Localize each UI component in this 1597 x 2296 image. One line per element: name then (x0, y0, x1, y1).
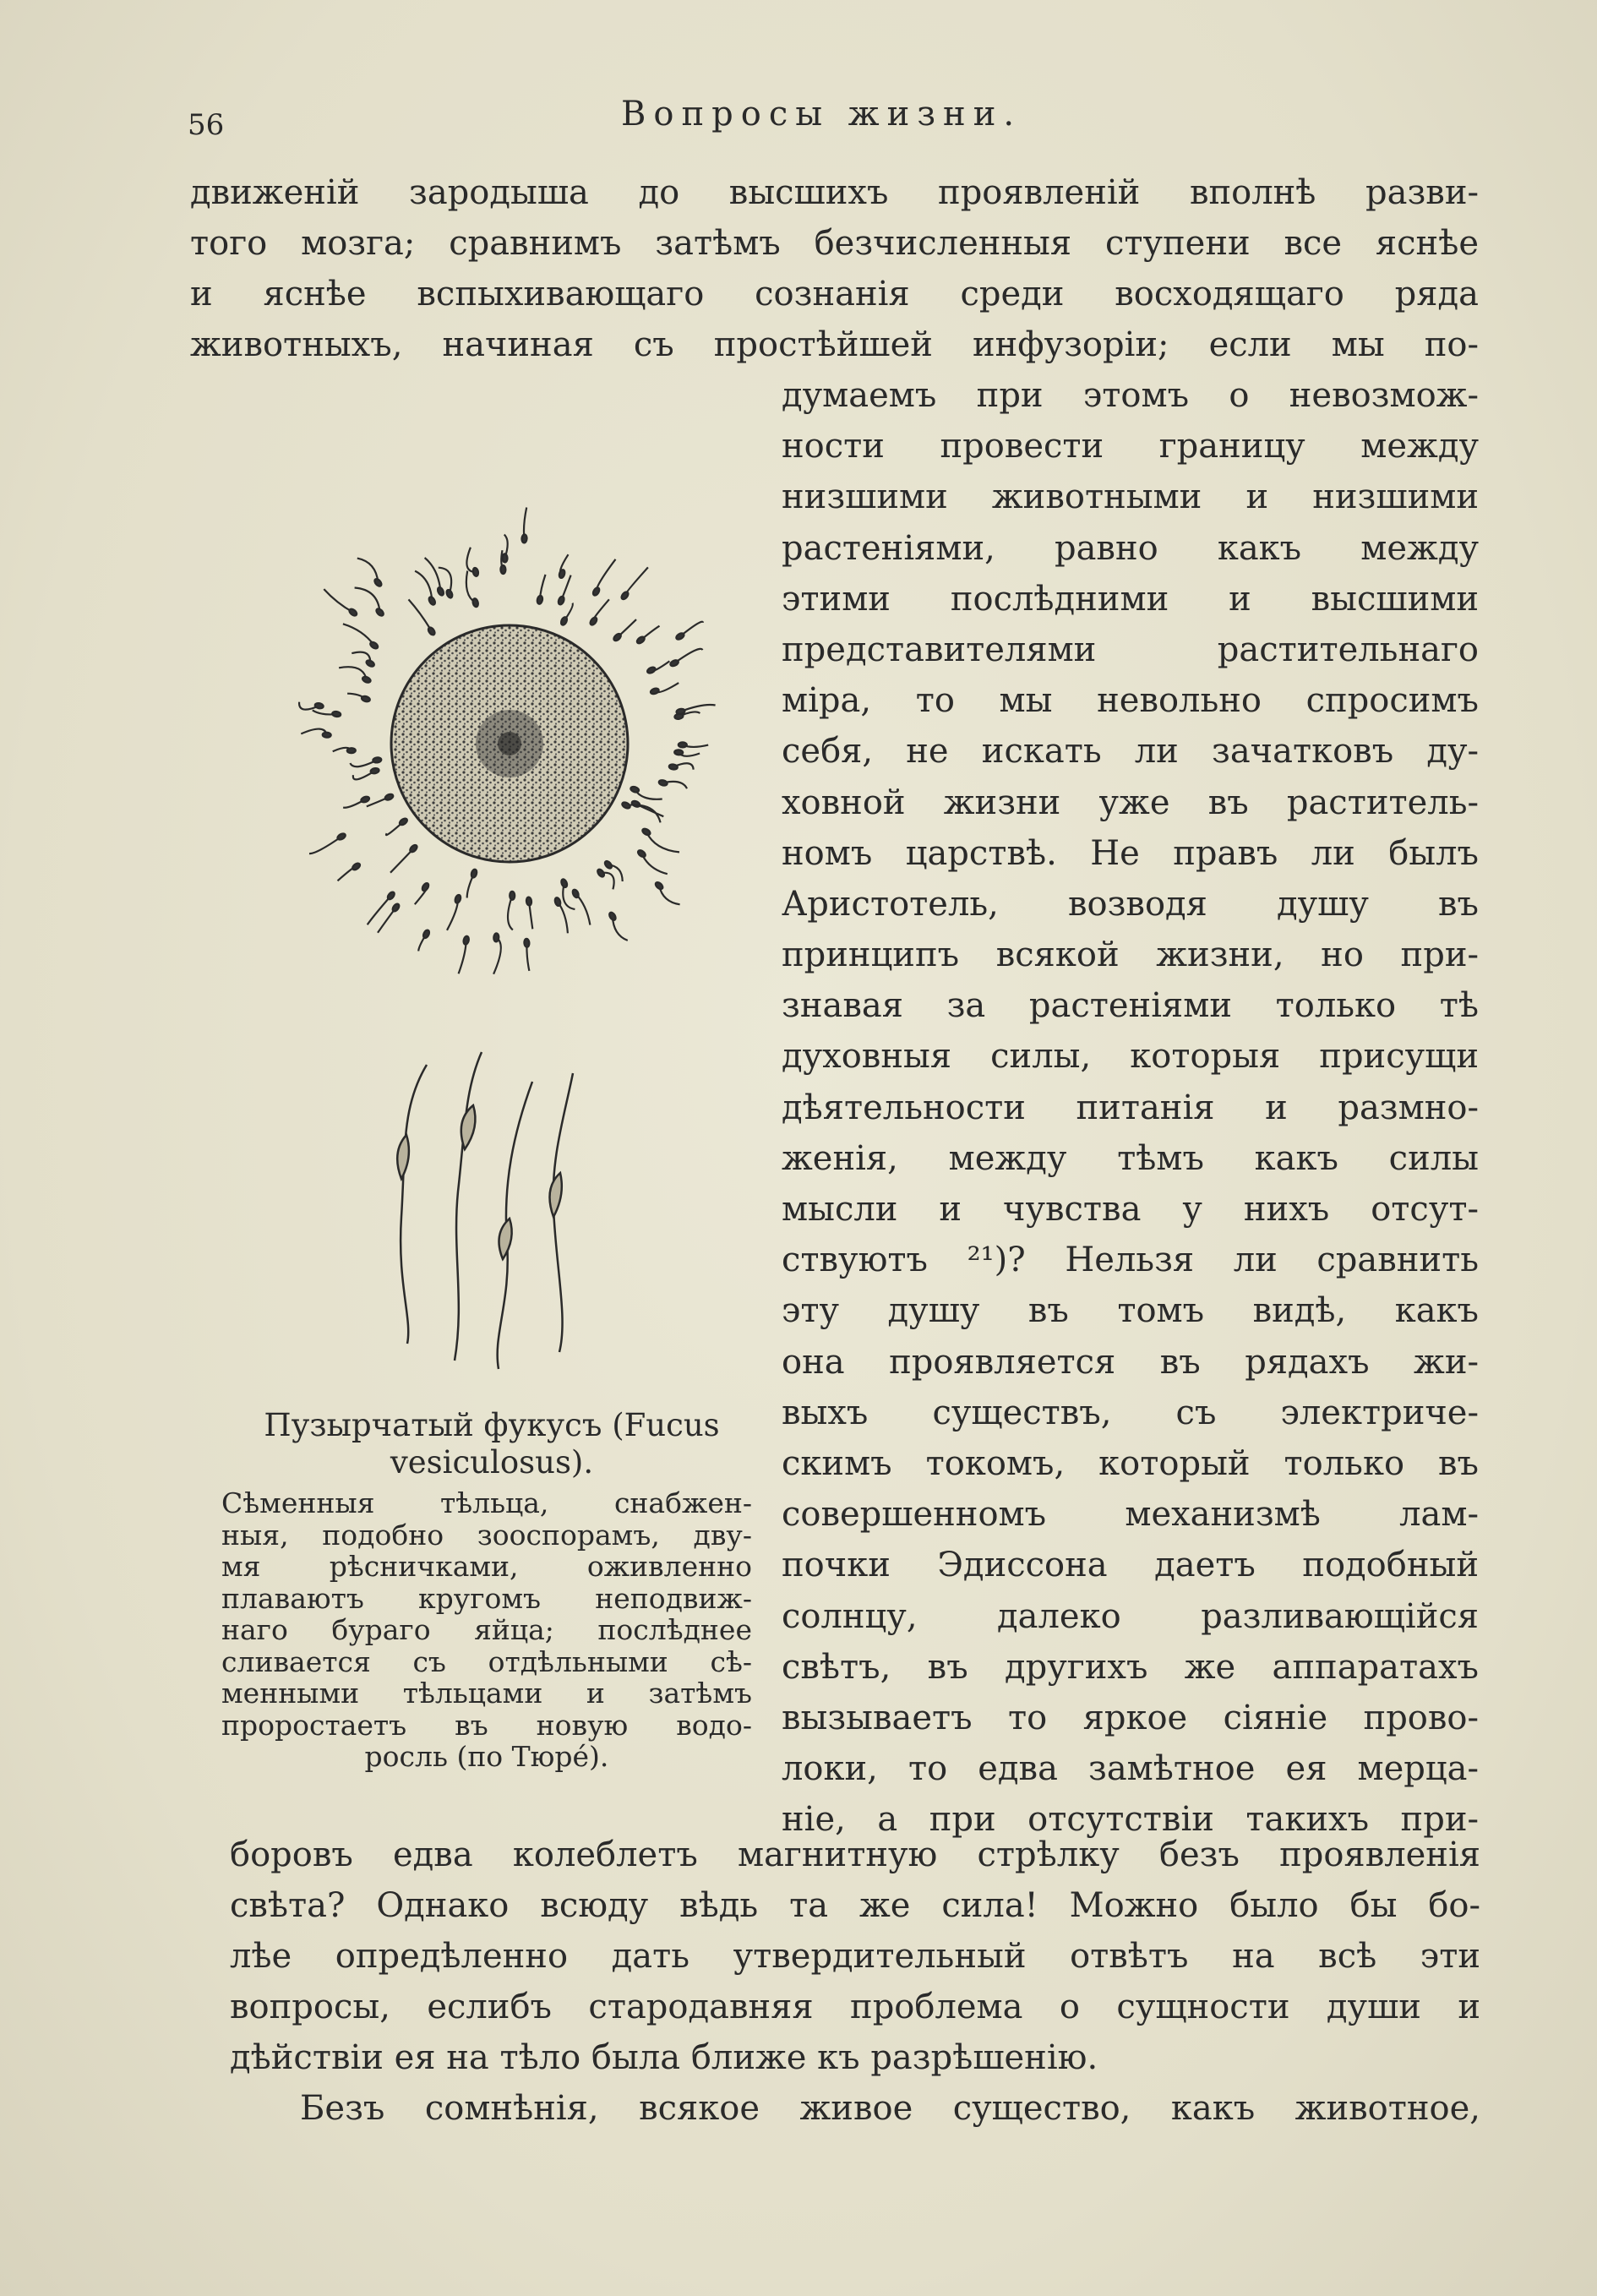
sperm-cell-head (621, 801, 631, 810)
text-line: эту душу въ томъ видѣ, какъ (782, 1291, 1479, 1331)
sperm-cell-head (391, 903, 401, 913)
text-line: женiя, между тѣмъ какъ силы (782, 1138, 1479, 1178)
text-line: и яснѣе вспыхивающаго сознанiя среди восходящаго ряда (190, 275, 1479, 314)
caption-title-line: Пузырчатый фукусъ (Fucus (264, 1407, 720, 1443)
text-line: духовныя силы, которыя присущи (782, 1037, 1479, 1077)
enlarged-sperm-cells (397, 1052, 573, 1369)
sperm-cell-head (654, 881, 663, 891)
text-line: движенiй зародыша до высшихъ проявленiй вполнѣ разви- (190, 173, 1479, 212)
sperm-cell-head (314, 702, 324, 709)
sperm-cell-head (323, 732, 331, 738)
sperm-cell-flagellum (575, 893, 590, 924)
sperm-cell-flagellum (415, 571, 432, 601)
sperm-cell-flagellum (646, 832, 679, 852)
sperm-cell-head (399, 817, 409, 826)
text-line: ховной жизни уже въ раститель- (782, 783, 1479, 822)
sperm-cell-head (674, 750, 683, 755)
text-line: скимъ токомъ, который только въ (782, 1443, 1479, 1483)
sperm-cell-head (362, 676, 372, 684)
sperm-cell-head (348, 608, 358, 617)
sperm-cell-head (384, 793, 395, 800)
text-line: мiра, то мы невольно спросимъ (782, 681, 1479, 721)
sperm-cell-head (675, 632, 685, 641)
text-line: вызываетъ то яркое сiянiе прово- (782, 1698, 1479, 1737)
caption-line: плаваютъ кругомъ неподвиж- (221, 1581, 752, 1615)
sperm-cell-head (370, 767, 379, 774)
bottom-text-block (230, 1830, 1480, 2083)
text-line: Безъ сомнѣнiя, всякое живое существо, какъ животное, (300, 2089, 1480, 2128)
sperm-cell-head (502, 554, 507, 562)
text-line: дѣйствiи ея на тѣло была ближе къ разрѣшенiю. (230, 2038, 1098, 2077)
sperm-cell-flagellum (597, 559, 616, 592)
sperm-cell-head (373, 578, 383, 587)
sperm-cell-head (668, 764, 678, 770)
sperm-cell-head (445, 589, 453, 599)
sperm-cell-head (428, 596, 436, 606)
sperm-cell-head (560, 616, 569, 626)
sperm-cell-head (669, 659, 679, 668)
sperm-cell-flagellum (309, 837, 341, 854)
running-title: Вопросы жизни. (621, 95, 1022, 134)
caption-title-line: vesiculosus). (390, 1444, 594, 1481)
text-line: совершенномъ механизмѣ лам- (782, 1495, 1479, 1535)
caption-line: мя рѣсничками, оживленно (221, 1550, 752, 1583)
sperm-cell-head (559, 569, 566, 578)
text-line: выхъ существъ, съ электриче- (782, 1393, 1479, 1432)
sperm-cell-head (679, 742, 687, 747)
sperm-cell-head (630, 786, 639, 794)
sperm-cell-head (472, 598, 479, 608)
text-line: номъ царствѣ. Не правъ ли былъ (782, 833, 1479, 873)
sperm-cell-head (650, 687, 659, 695)
sperm-cell-head (375, 608, 384, 617)
text-line: свѣта? Однако всюду вѣдь та же сила! Можно было бы бо- (230, 1886, 1480, 1925)
sperm-cell-head (646, 666, 657, 674)
caption-line: менными тѣльцами и затѣмъ (221, 1677, 752, 1710)
sperm-cell-head (658, 779, 668, 786)
sperm-cell-head (558, 596, 565, 605)
text-line: боровъ едва колеблетъ магнитную стрѣлку безъ проявленiя (230, 1835, 1480, 1874)
text-line: принципъ всякой жизни, но при- (782, 935, 1479, 975)
sperm-cell-head (537, 595, 543, 604)
text-line: она проявляется въ рядахъ жи- (782, 1342, 1479, 1382)
sperm-cell-head (409, 843, 418, 853)
text-line: свѣтъ, въ другихъ же аппаратахъ (782, 1647, 1479, 1687)
top-text-block (190, 167, 1479, 370)
text-line: растенiями, равно какъ между (782, 528, 1479, 568)
sperm-cell-head (360, 795, 369, 803)
sperm-cell-head (336, 832, 346, 841)
sperm-cell-head (603, 860, 613, 870)
text-line: этими послѣдними и высшими (782, 579, 1479, 619)
sperm-cell-head (437, 586, 445, 597)
sperm-cell-head (347, 748, 356, 753)
sperm-cell-head (597, 868, 606, 878)
sperm-cell-head (613, 632, 622, 641)
egg-cell (391, 625, 628, 862)
text-line: животныхъ, начиная съ простѣйшей инфузорiи; если мы по- (190, 325, 1479, 364)
text-line: нiе, а при отсутствiи такихъ при- (782, 1800, 1479, 1840)
sperm-cell-head (373, 757, 382, 763)
sperm-cell-head (641, 827, 651, 836)
sperm-cell-flagellum (343, 624, 374, 645)
sperm-cell-head (427, 626, 436, 636)
sperm-cell-head (636, 635, 646, 645)
fucus-illustration (211, 406, 752, 1386)
text-line: почки Эдиссона даетъ подобный (782, 1546, 1479, 1585)
sperm-cell-head (560, 878, 568, 888)
caption-line: ныя, подобно зооспорамъ, дву- (221, 1518, 752, 1552)
sperm-cell-flagellum (681, 705, 716, 712)
sperm-cell-head (589, 616, 598, 626)
text-line: себя, не искать ли зачатковъ ду- (782, 732, 1479, 772)
sperm-cell-head (472, 567, 479, 576)
sperm-cell-head (365, 659, 375, 668)
text-line: ности провести границу между (782, 427, 1479, 466)
sperm-cell-head (620, 591, 630, 601)
sperm-cell-head (352, 862, 362, 871)
sperm-cell-flagellum (355, 588, 380, 613)
text-line: знавая за растенiями только тѣ (782, 986, 1479, 1026)
text-line: того мозга; сравнимъ затѣмъ безчисленныя ступени все яснѣе (190, 224, 1479, 263)
sperm-cell-head (332, 711, 341, 717)
sperm-cell-head (510, 892, 515, 900)
sperm-cell-head (500, 565, 505, 574)
text-line: Аристотель, возводя душу въ (782, 884, 1479, 924)
sperm-cell-head (386, 891, 395, 901)
text-line: представителями растительнаго (782, 630, 1479, 669)
sperm-cell-head (521, 534, 527, 543)
figure-caption-body (221, 1487, 752, 1773)
page-number: 56 (188, 108, 225, 142)
sperm-cell-head (463, 935, 470, 945)
sperm-cell-head (526, 897, 531, 906)
sperm-cell-flagellum (409, 599, 432, 631)
text-line: низшими животными и низшими (782, 477, 1479, 517)
sperm-cell-head (674, 713, 684, 719)
sperm-cell-head (631, 800, 641, 809)
sperm-cell-head (471, 869, 478, 878)
sperm-cell-head (361, 695, 370, 703)
figure-caption-title (221, 1407, 762, 1481)
text-line: вопросы, еслибъ стародавняя проблема о сущности души и (230, 1988, 1480, 2026)
sperm-cell-flagellum (624, 567, 647, 595)
sperm-cell-flagellum (324, 589, 353, 613)
sperm-cell-head (422, 930, 431, 940)
text-line: дѣятельности питанiя и размно- (782, 1088, 1479, 1127)
right-column-text (782, 370, 1479, 1845)
paragraph-start (300, 2083, 1480, 2134)
text-line: лѣе опредѣленно дать утвердительный отвѣтъ на всѣ эти (230, 1937, 1480, 1976)
caption-line: Сѣменныя тѣльца, снабжен- (221, 1486, 752, 1519)
text-line: мысли и чувства у нихъ отсут- (782, 1190, 1479, 1229)
caption-line: проростаетъ въ новую водо- (221, 1708, 752, 1742)
sperm-cell-head (493, 933, 499, 941)
sperm-cell-head (454, 894, 461, 903)
caption-line: росль (по Тюрé). (364, 1740, 609, 1773)
sperm-cell-head (554, 897, 562, 906)
sperm-cell-head (608, 911, 617, 921)
text-line: солнцу, далеко разливающiйся (782, 1596, 1479, 1636)
sperm-cell-head (421, 882, 429, 892)
sperm-cell-head (571, 889, 580, 899)
sperm-cell-head (591, 586, 600, 597)
sperm-cell-head (369, 641, 379, 650)
sperm-cell-flagellum (425, 558, 441, 592)
sperm-cell-head (524, 939, 530, 947)
sperm-cell-flagellum (493, 937, 501, 973)
text-line: думаемъ при этомъ о невозмож- (782, 376, 1479, 415)
text-line: локи, то едва замѣтное ея мерца- (782, 1749, 1479, 1789)
caption-line: сливается съ отдѣльными сѣ- (221, 1644, 752, 1678)
text-line: ствуютъ ²¹)? Нельзя ли сравнить (782, 1241, 1479, 1280)
caption-line: наго бураго яйца; послѣднее (221, 1613, 752, 1646)
sperm-cell-head (637, 849, 647, 859)
